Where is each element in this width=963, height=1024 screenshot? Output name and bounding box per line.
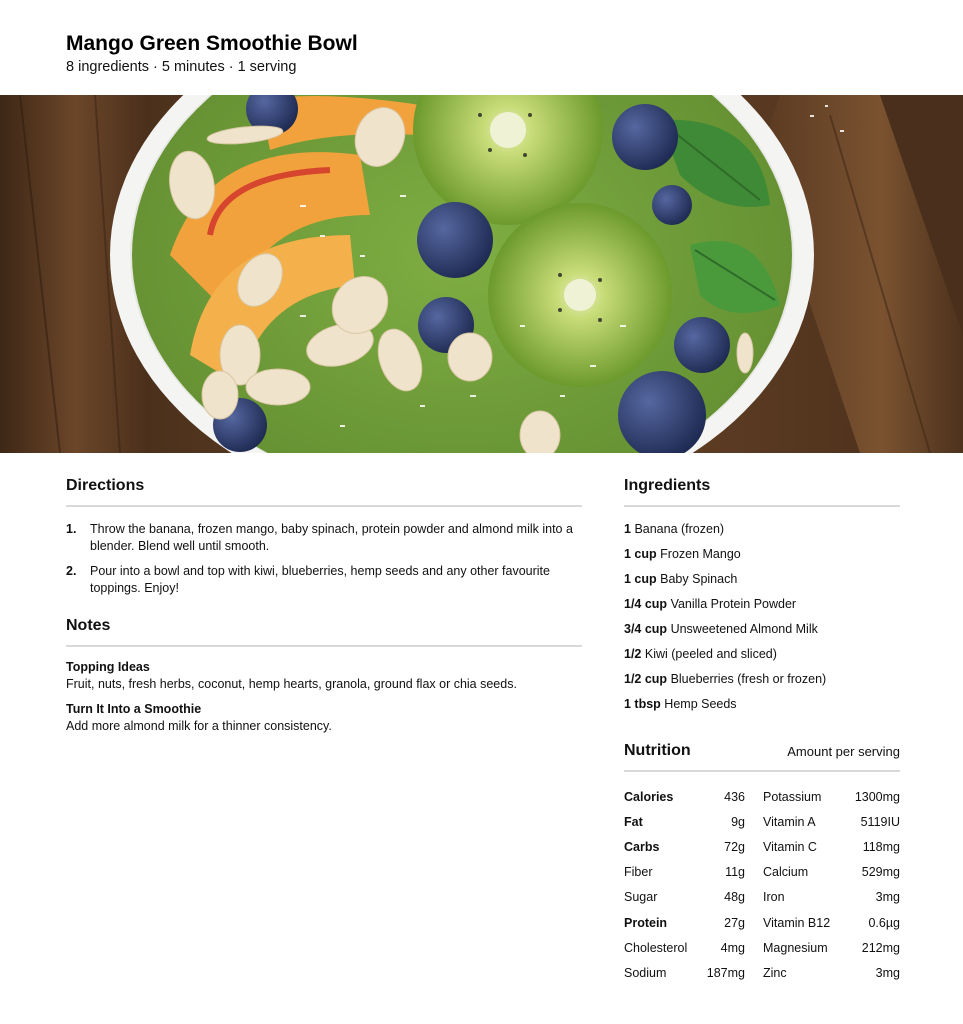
nutrient-value: 212mg (861, 940, 900, 955)
ingredients-nutrition-column (624, 475, 900, 986)
nutrition-row (624, 834, 900, 859)
nutrition-row (624, 860, 900, 885)
nutrient-name: Sodium (624, 965, 667, 980)
note-item (66, 659, 582, 693)
nutrient-value: 5119IU (860, 814, 900, 829)
nutrient-value: 187mg (706, 965, 745, 980)
ingredient-qty: 3/4 cup (624, 622, 668, 636)
ingredient-qty: 1 cup (624, 572, 657, 586)
nutrition-row (624, 960, 900, 985)
nutrient-name: Iron (763, 890, 785, 905)
meta-separator: · (228, 59, 234, 75)
nutrition-row (624, 809, 900, 834)
step-number: 1. (66, 522, 77, 536)
ingredient-name: Vanilla Protein Powder (670, 597, 797, 611)
ingredient-qty: 1 (624, 522, 631, 536)
step-text: Throw the banana, frozen mango, baby spinach, protein powder and almond milk into a blender. Blend well until smooth. (90, 522, 573, 553)
ingredient-qty: 1/2 (624, 647, 642, 661)
nutrition-subheading: Amount per serving (787, 744, 900, 759)
meta-separator: · (153, 59, 158, 75)
smoothie-bowl-illustration (0, 95, 963, 453)
ingredient-name: Blueberries (fresh or frozen) (670, 672, 827, 686)
recipe-meta (66, 59, 906, 76)
ingredient-qty: 1/4 cup (624, 597, 668, 611)
nutrient-value: 529mg (861, 865, 900, 880)
nutrient-value: 436 (724, 789, 745, 804)
note-item (66, 701, 582, 735)
nutrient-name: Magnesium (763, 940, 828, 955)
nutrient-value: 48g (724, 890, 745, 905)
nutrient-name: Protein (624, 915, 668, 930)
notes-heading: Notes (66, 615, 582, 647)
nutrient-name: Zinc (763, 965, 787, 980)
nutrient-value: 3mg (875, 890, 900, 905)
nutrient-name: Vitamin A (763, 814, 816, 829)
nutrient-value: 0.6µg (868, 915, 900, 930)
ingredient-item (624, 621, 900, 646)
note-title: Topping Ideas (66, 660, 150, 674)
ingredients-list (624, 521, 900, 721)
note-title: Turn It Into a Smoothie (66, 702, 202, 716)
note-text: Add more almond milk for a thinner consistency. (66, 719, 332, 733)
nutrition-row (624, 910, 900, 935)
nutrition-table (624, 784, 900, 986)
nutrient-name: Fat (624, 814, 643, 829)
ingredient-qty: 1 tbsp (624, 697, 661, 711)
direction-step (66, 521, 582, 555)
ingredient-name: Unsweetened Almond Milk (670, 622, 818, 636)
ingredient-item (624, 521, 900, 546)
nutrition-row (624, 885, 900, 910)
nutrient-name: Carbs (624, 839, 660, 854)
nutrient-value: 9g (731, 814, 745, 829)
direction-step (66, 563, 582, 597)
nutrient-value: 1300mg (854, 789, 900, 804)
nutrient-value: 11g (725, 865, 745, 880)
nutrition-heading: Nutrition (624, 742, 691, 759)
ingredient-item (624, 696, 900, 721)
ingredient-item (624, 546, 900, 571)
directions-list (66, 521, 582, 597)
nutrient-value: 4mg (720, 940, 745, 955)
nutrient-name: Calories (624, 789, 674, 804)
ingredients-heading: Ingredients (624, 475, 900, 507)
ingredient-item (624, 671, 900, 696)
ingredient-count: 8 ingredients (66, 59, 150, 75)
nutrient-name: Sugar (624, 890, 658, 905)
nutrition-row (624, 784, 900, 809)
note-text: Fruit, nuts, fresh herbs, coconut, hemp hearts, granola, ground flax or chia seeds. (66, 677, 517, 691)
recipe-title: Mango Green Smoothie Bowl (66, 32, 358, 55)
ingredient-name: Hemp Seeds (664, 697, 737, 711)
ingredient-item (624, 646, 900, 671)
nutrient-name: Calcium (763, 865, 809, 880)
nutrition-header (624, 740, 900, 772)
nutrient-name: Cholesterol (624, 940, 688, 955)
ingredient-qty: 1/2 cup (624, 672, 668, 686)
nutrient-name: Potassium (763, 789, 822, 804)
nutrient-name: Fiber (624, 865, 653, 880)
nutrient-value: 27g (724, 915, 745, 930)
ingredient-name: Baby Spinach (660, 572, 738, 586)
ingredient-item (624, 596, 900, 621)
nutrient-value: 72g (724, 839, 745, 854)
step-text: Pour into a bowl and top with kiwi, blueberries, hemp seeds and any other favourite toppings. Enjoy! (90, 564, 550, 595)
nutrient-value: 3mg (875, 965, 900, 980)
nutrient-name: Vitamin C (763, 839, 817, 854)
ingredient-qty: 1 cup (624, 547, 657, 561)
nutrition-row (624, 935, 900, 960)
directions-heading: Directions (66, 475, 582, 507)
ingredient-name: Frozen Mango (660, 547, 741, 561)
recipe-photo (0, 95, 963, 453)
serving-count: 1 serving (237, 59, 297, 75)
ingredient-name: Banana (frozen) (634, 522, 725, 536)
recipe-header (66, 31, 906, 76)
directions-notes-column (66, 475, 582, 735)
prep-time: 5 minutes (161, 59, 225, 75)
ingredient-item (624, 571, 900, 596)
ingredient-name: Kiwi (peeled and sliced) (644, 647, 777, 661)
nutrient-name: Vitamin B12 (763, 915, 831, 930)
nutrient-value: 118mg (862, 839, 900, 854)
step-number: 2. (66, 564, 77, 578)
